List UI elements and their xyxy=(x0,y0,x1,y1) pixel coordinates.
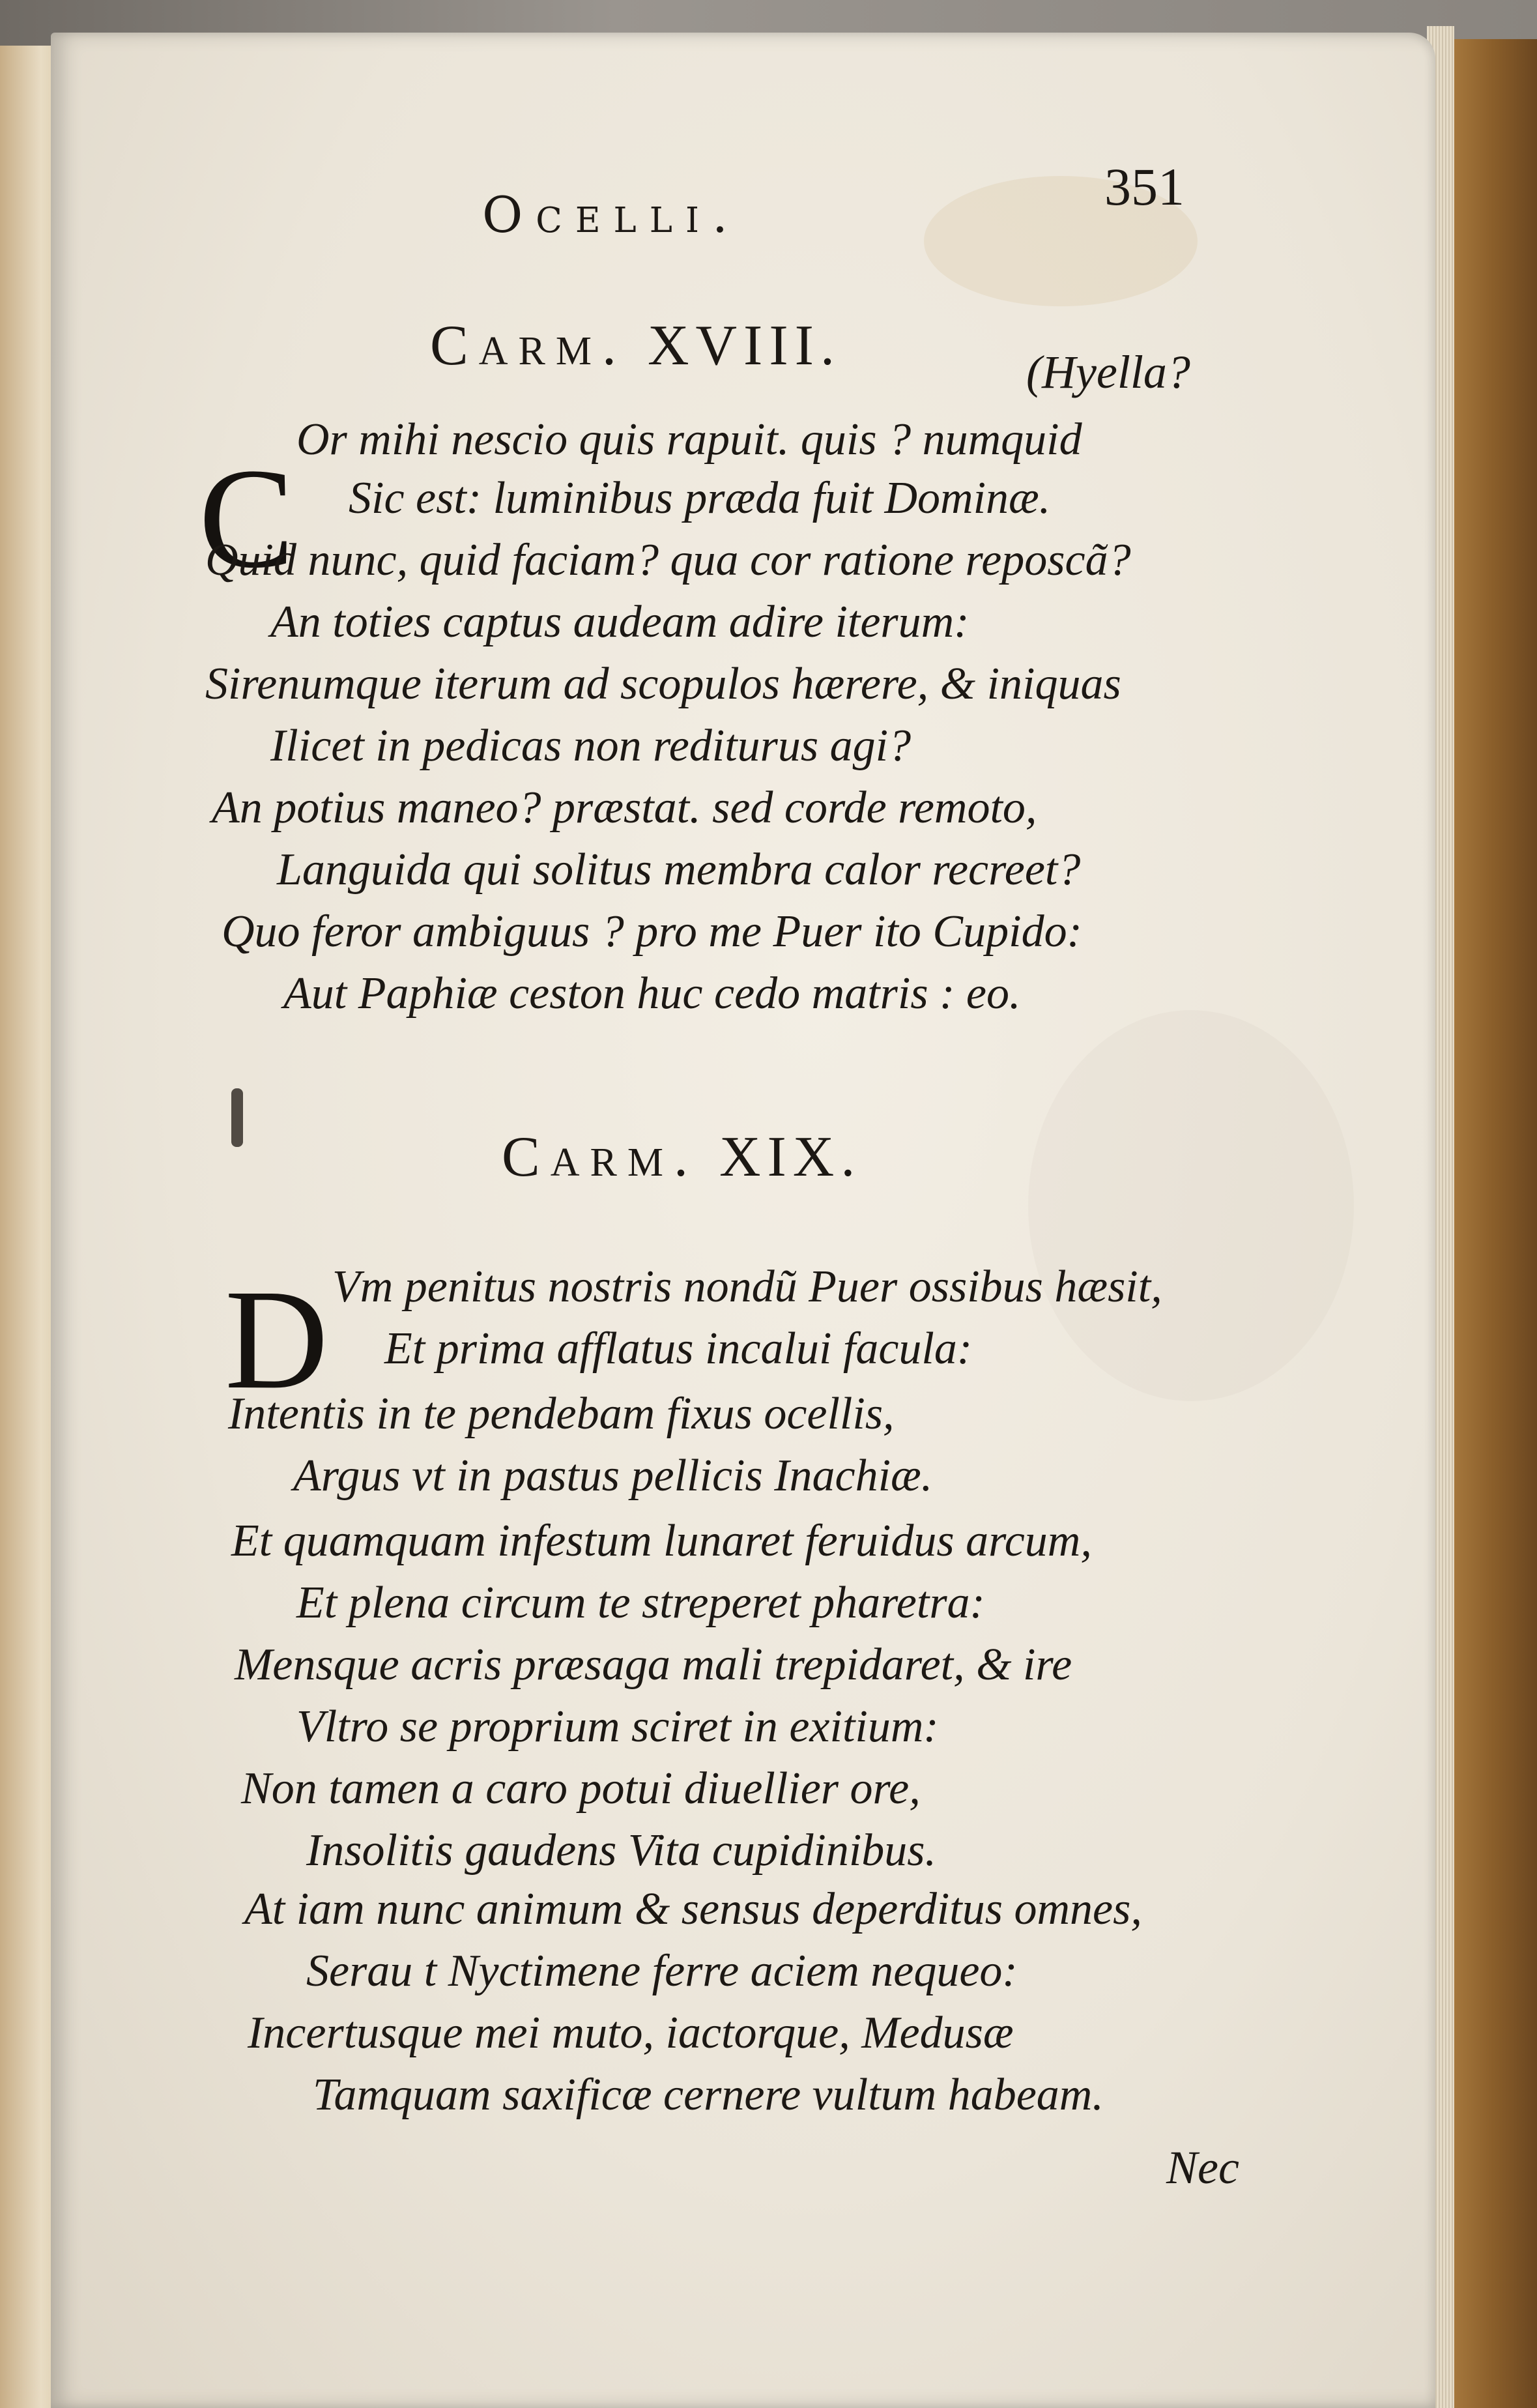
poem-line: Vltro se proprium sciret in exitium: xyxy=(296,1702,939,1752)
poem-line: Intentis in te pendebam fixus ocellis, xyxy=(228,1389,895,1439)
poem-line: Ilicet in pedicas non rediturus agi? xyxy=(270,721,912,771)
catchword: Nec xyxy=(1166,2141,1239,2194)
poem-line: Et plena circum te streperet pharetra: xyxy=(296,1578,985,1628)
drop-cap: C xyxy=(199,439,294,598)
poem-heading-number: XVIII. xyxy=(647,314,841,377)
poem-line: Insolitis gaudens Vita cupidinibus. xyxy=(306,1825,937,1876)
poem-line: Sirenumque iterum ad scopulos hærere, & iniquas xyxy=(205,659,1121,709)
poem-line: Non tamen a caro potui diuellier ore, xyxy=(241,1763,921,1814)
poem-heading-prefix: Carm. xyxy=(430,314,627,377)
poem-line: Languida qui solitus membra calor recreet? xyxy=(277,845,1081,895)
poem-line: Tamquam saxificæ cernere vultum habeam. xyxy=(313,2070,1104,2120)
poem-line: An toties captus audeam adire iterum: xyxy=(270,597,970,647)
poem-line: Serau t Nyctimene ferre aciem nequeo: xyxy=(306,1946,1018,1996)
ink-blot xyxy=(231,1088,243,1147)
poem-line: Et prima afflatus incalui facula: xyxy=(384,1324,973,1374)
poem-heading xyxy=(502,1124,861,1190)
poem-line: Quid nunc, quid faciam? qua cor ratione reposcã? xyxy=(205,535,1131,585)
poem-line: At iam nunc animum & sensus deperditus omnes, xyxy=(244,1884,1142,1934)
poem-heading xyxy=(430,313,841,379)
poem-line: Vm penitus nostris nondũ Puer ossibus hæsit, xyxy=(332,1262,1162,1312)
poem-line: Sic est: luminibus præda fuit Dominæ. xyxy=(349,473,1051,523)
drop-cap: D xyxy=(225,1260,328,1419)
poem-line: Quo feror ambiguus ? pro me Puer ito Cupido: xyxy=(222,907,1082,957)
running-head: Ocelli. xyxy=(482,186,741,244)
poem-heading-number: XIX. xyxy=(719,1125,862,1189)
poem-line: Aut Paphiæ ceston huc cedo matris : eo. xyxy=(283,968,1021,1019)
line-overflow-catch: (Hyella? xyxy=(1026,346,1190,398)
poem-line: Incertusque mei muto, iactorque, Medusæ xyxy=(248,2008,1014,2058)
poem-line: Mensque acris præsaga mali trepidaret, & ire xyxy=(235,1640,1072,1690)
poem-line: An potius maneo? præstat. sed corde remoto, xyxy=(212,783,1037,833)
paper-stain xyxy=(1028,1010,1354,1401)
page-number: 351 xyxy=(1104,157,1185,216)
poem-line: Et quamquam infestum lunaret feruidus arcum, xyxy=(231,1516,1092,1566)
poem-heading-prefix: Carm. xyxy=(502,1125,698,1189)
poem-line: Or mihi nescio quis rapuit. quis ? numquid xyxy=(296,414,1082,465)
book-cover-edge xyxy=(1450,39,1537,2408)
poem-line: Argus vt in pastus pellicis Inachiæ. xyxy=(293,1451,933,1501)
